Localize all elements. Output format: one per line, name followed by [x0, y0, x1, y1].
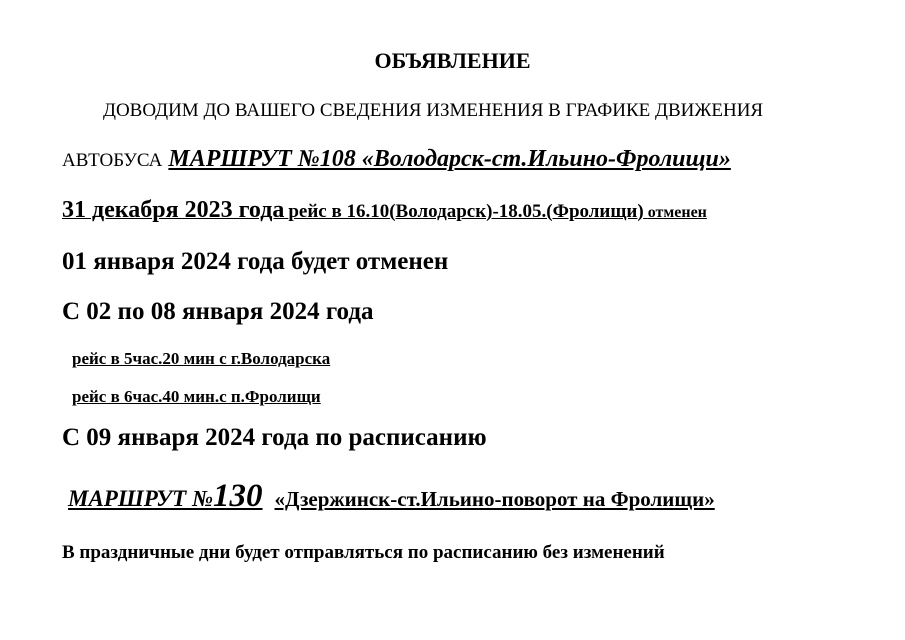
intro-line: ДОВОДИМ ДО ВАШЕГО СВЕДЕНИЯ ИЗМЕНЕНИЯ В ГРАФИКЕ ДВИЖЕНИЯ	[103, 100, 764, 121]
route-130-prefix: МАРШРУТ №	[68, 486, 214, 511]
announcement-title: ОБЪЯВЛЕНИЕ	[374, 48, 531, 73]
dec31-line	[62, 197, 707, 224]
period-line: С 02 по 08 января 2024 года	[62, 298, 374, 325]
route-130-label	[68, 478, 263, 514]
holidays-line: В праздничные дни будет отправляться по расписанию без изменений	[62, 542, 665, 563]
jan01-line: 01 января 2024 года будет отменен	[62, 248, 449, 275]
trip-frolishchi: рейс в 6час.40 мин.с п.Фролищи	[72, 387, 321, 406]
route-130-line	[68, 478, 715, 515]
route-108-name: МАРШРУТ №108 «Володарск-ст.Ильино-Фролищи»	[168, 146, 731, 172]
route-130-name: «Дзержинск-ст.Ильино-поворот на Фролищи»	[274, 487, 715, 511]
from09-line: С 09 января 2024 года по расписанию	[62, 424, 487, 451]
dec31-date: 31 декабря 2023 года	[62, 197, 285, 223]
route-130-number: 130	[213, 478, 263, 514]
bus-word: АВТОБУСА	[62, 150, 163, 171]
dec31-trip: рейс в 16.10(Володарск)-18.05.(Фролищи)	[288, 201, 644, 222]
dec31-status: отменен	[647, 204, 707, 221]
trip-volodarsk: рейс в 5час.20 мин с г.Володарска	[72, 349, 331, 368]
route-108-line	[62, 146, 731, 173]
